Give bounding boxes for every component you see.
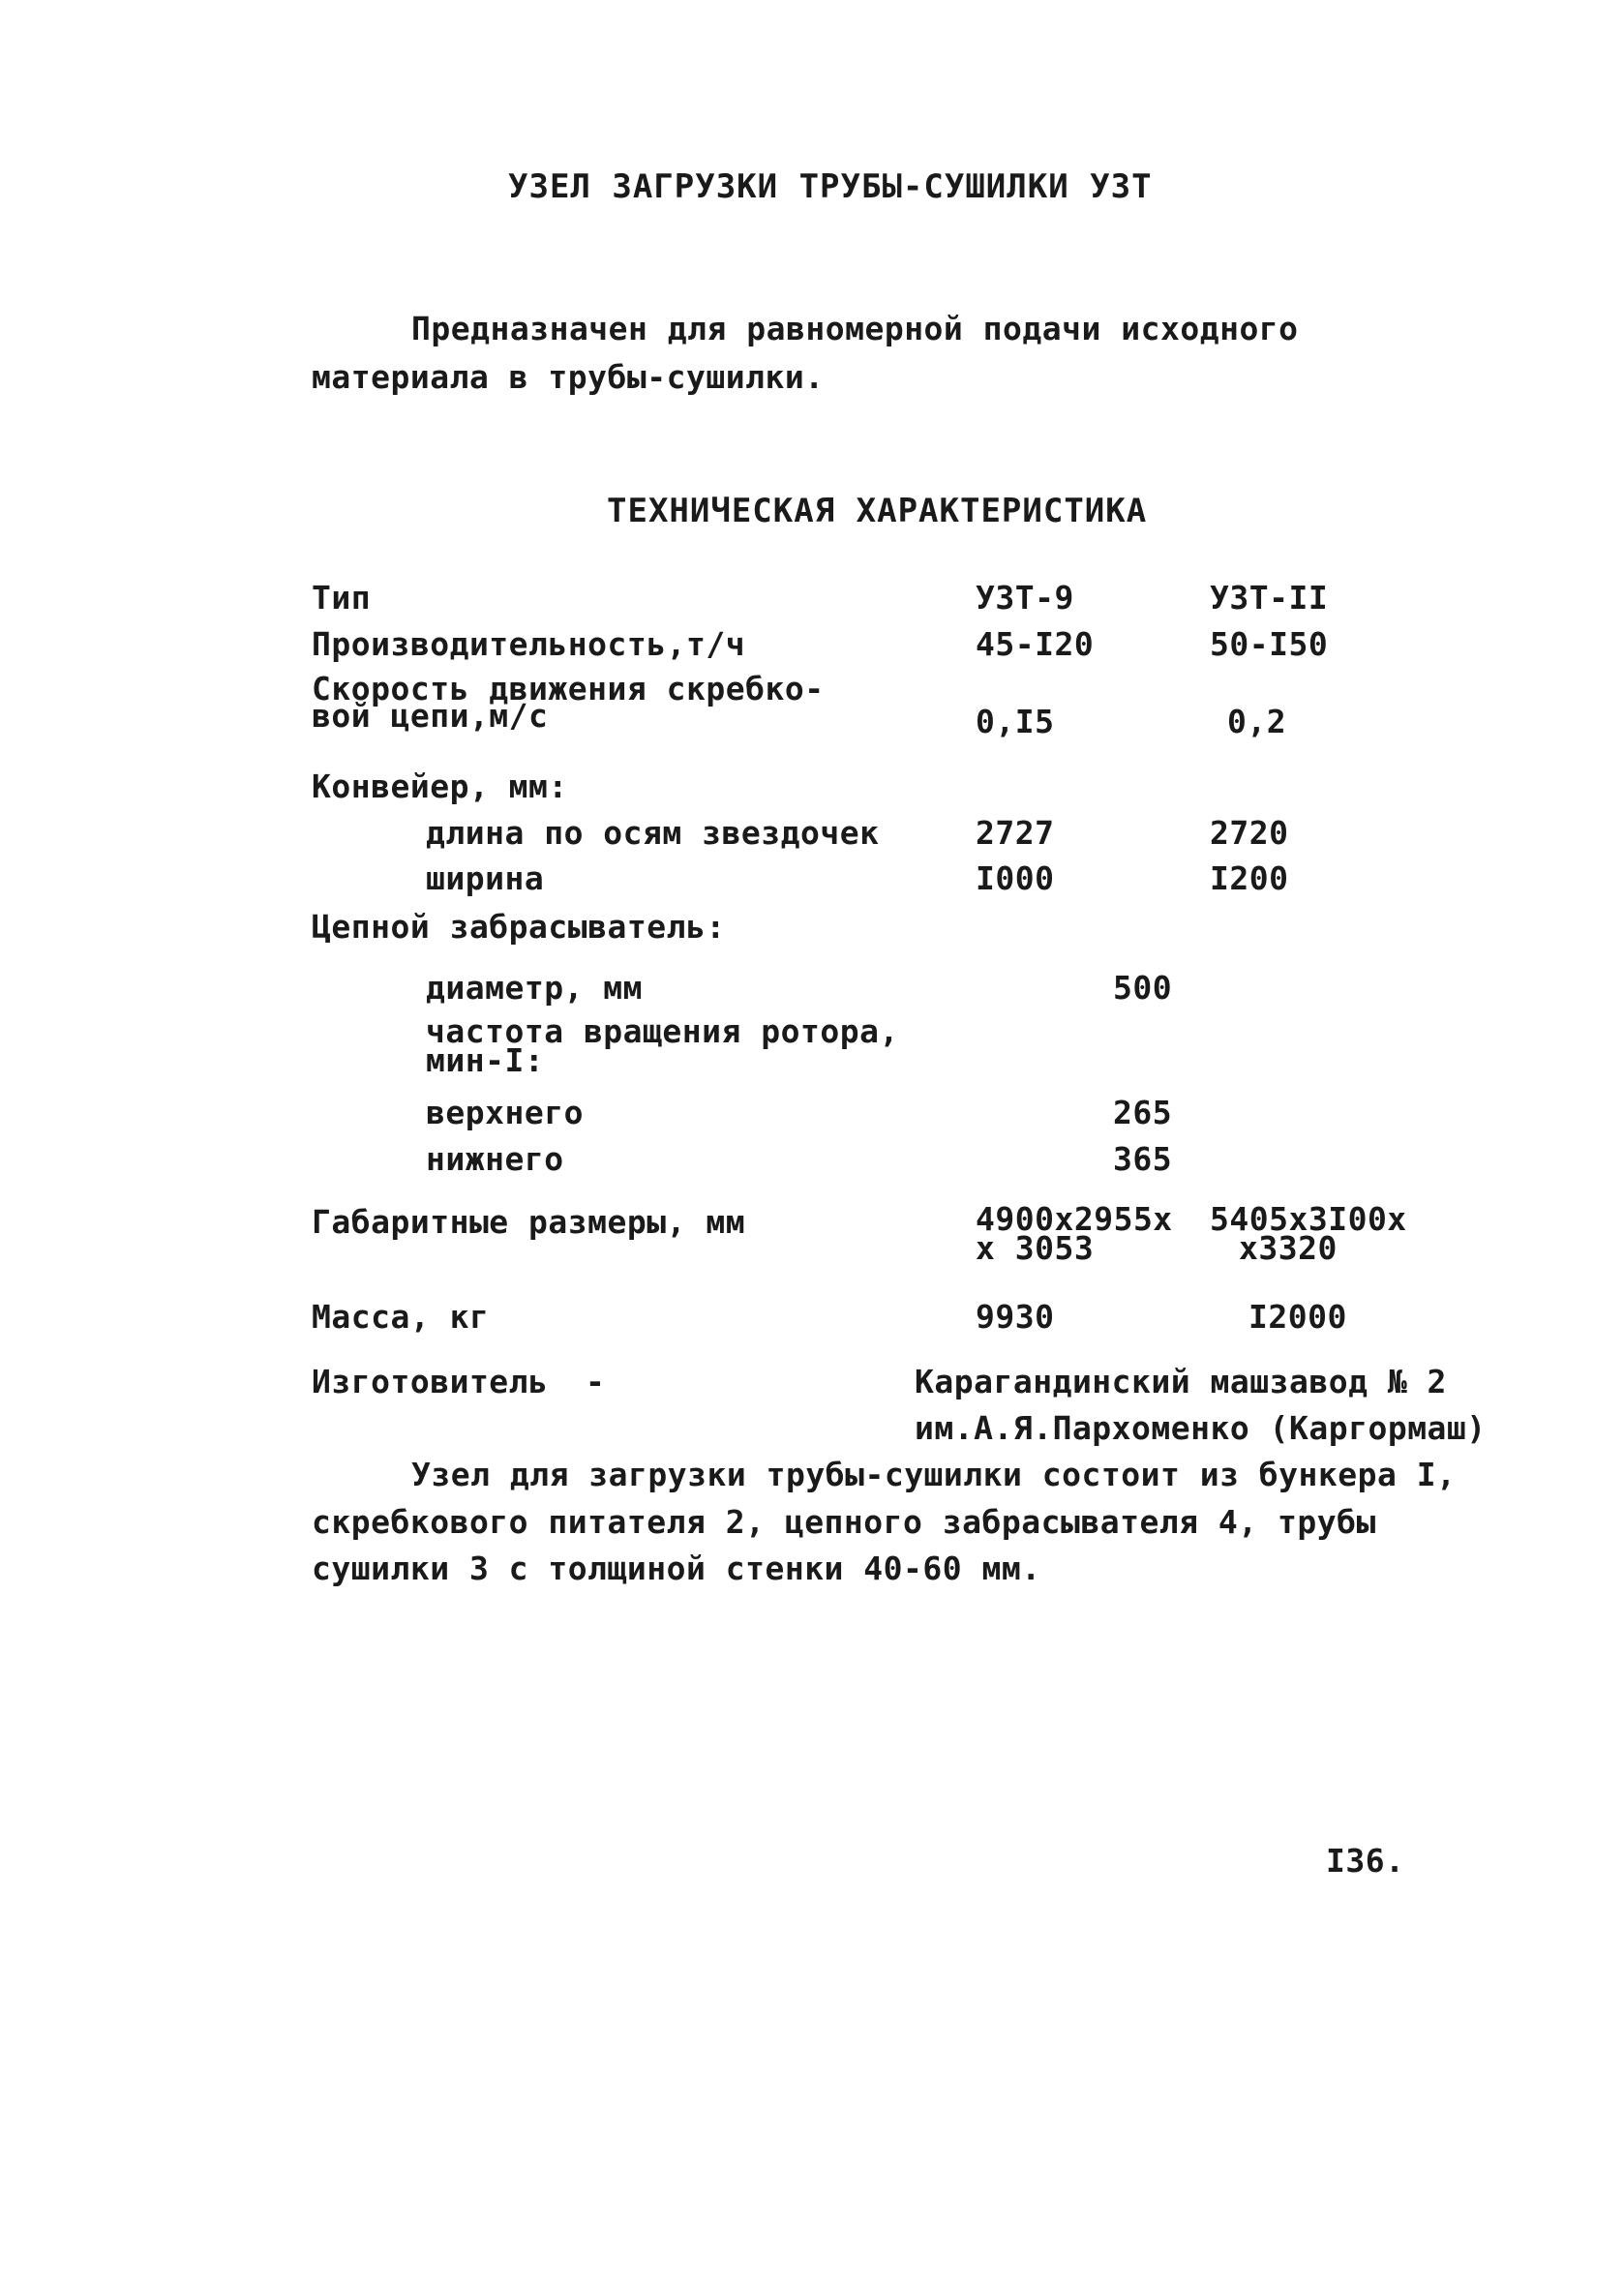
spec-width-b: I200 bbox=[1210, 859, 1289, 897]
spec-capacity-b: 50-I50 bbox=[1210, 625, 1329, 663]
spec-mass-a: 9930 bbox=[976, 1298, 1055, 1336]
spec-dimensions-label: Габаритные размеры, мм bbox=[312, 1203, 746, 1241]
document-title: УЗЕЛ ЗАГРУЗКИ ТРУБЫ-СУШИЛКИ УЗТ bbox=[508, 167, 1153, 206]
spec-lower-value: 365 bbox=[1113, 1140, 1173, 1178]
spec-mass-label: Масса, кг bbox=[312, 1298, 490, 1336]
spec-length-label: длина по осям звездочек bbox=[426, 814, 880, 852]
spec-upper-value: 265 bbox=[1113, 1094, 1173, 1131]
spec-type-label: Тип bbox=[312, 579, 372, 617]
intro-line-1: Предназначен для равномерной подачи исходного bbox=[411, 310, 1299, 347]
spec-dimensions-a2: x 3053 bbox=[976, 1229, 1095, 1267]
spec-mass-b: I2000 bbox=[1248, 1298, 1347, 1336]
spec-maker-label: Изготовитель bbox=[312, 1363, 549, 1400]
spec-width-label: ширина bbox=[426, 859, 545, 897]
page-number: I36. bbox=[1326, 1842, 1405, 1880]
spec-diameter-label: диаметр, мм bbox=[426, 969, 644, 1007]
spec-upper-label: верхнего bbox=[426, 1094, 584, 1131]
spec-dimensions-b1: 5405x3I00x bbox=[1210, 1200, 1407, 1238]
spec-type-a: УЗТ-9 bbox=[976, 579, 1074, 617]
spec-capacity-label: Производительность,т/ч bbox=[312, 625, 746, 663]
spec-maker-line-1: Карагандинский машзавод № 2 bbox=[915, 1363, 1447, 1400]
body-line-3: сушилки 3 с толщиной стенки 40-60 мм. bbox=[312, 1550, 1041, 1587]
spec-dimensions-a1: 4900x2955x bbox=[976, 1200, 1173, 1238]
spec-speed-a: 0,I5 bbox=[976, 703, 1055, 740]
spec-rotor-label-2: мин-I: bbox=[426, 1041, 545, 1079]
spec-length-a: 2727 bbox=[976, 814, 1055, 852]
spec-speed-b: 0,2 bbox=[1227, 703, 1287, 740]
spec-conveyor-label: Конвейер, мм: bbox=[312, 767, 568, 805]
spec-maker-dash: - bbox=[586, 1363, 606, 1400]
intro-line-2: материала в трубы-сушилки. bbox=[312, 358, 825, 396]
spec-diameter-value: 500 bbox=[1113, 969, 1173, 1007]
spec-heading: ТЕХНИЧЕСКАЯ ХАРАКТЕРИСТИКА bbox=[607, 492, 1148, 530]
spec-rotor-label-1: частота вращения ротора, bbox=[426, 1012, 899, 1050]
spec-capacity-a: 45-I20 bbox=[976, 625, 1095, 663]
body-line-2: скребкового питателя 2, цепного забрасывателя 4, трубы bbox=[312, 1503, 1376, 1541]
spec-length-b: 2720 bbox=[1210, 814, 1289, 852]
spec-speed-label-1: Скорость движения скребко- bbox=[312, 670, 825, 707]
spec-dimensions-b2: x3320 bbox=[1239, 1229, 1338, 1267]
spec-width-a: I000 bbox=[976, 859, 1055, 897]
spec-type-b: УЗТ-II bbox=[1210, 579, 1329, 617]
spec-maker-line-2: им.А.Я.Пархоменко (Каргормаш) bbox=[915, 1409, 1487, 1447]
spec-lower-label: нижнего bbox=[426, 1140, 564, 1178]
body-line-1: Узел для загрузки трубы-сушилки состоит из бункера I, bbox=[411, 1456, 1457, 1493]
spec-speed-label-2: вой цепи,м/с bbox=[312, 697, 549, 735]
spec-thrower-label: Цепной забрасыватель: bbox=[312, 908, 726, 946]
